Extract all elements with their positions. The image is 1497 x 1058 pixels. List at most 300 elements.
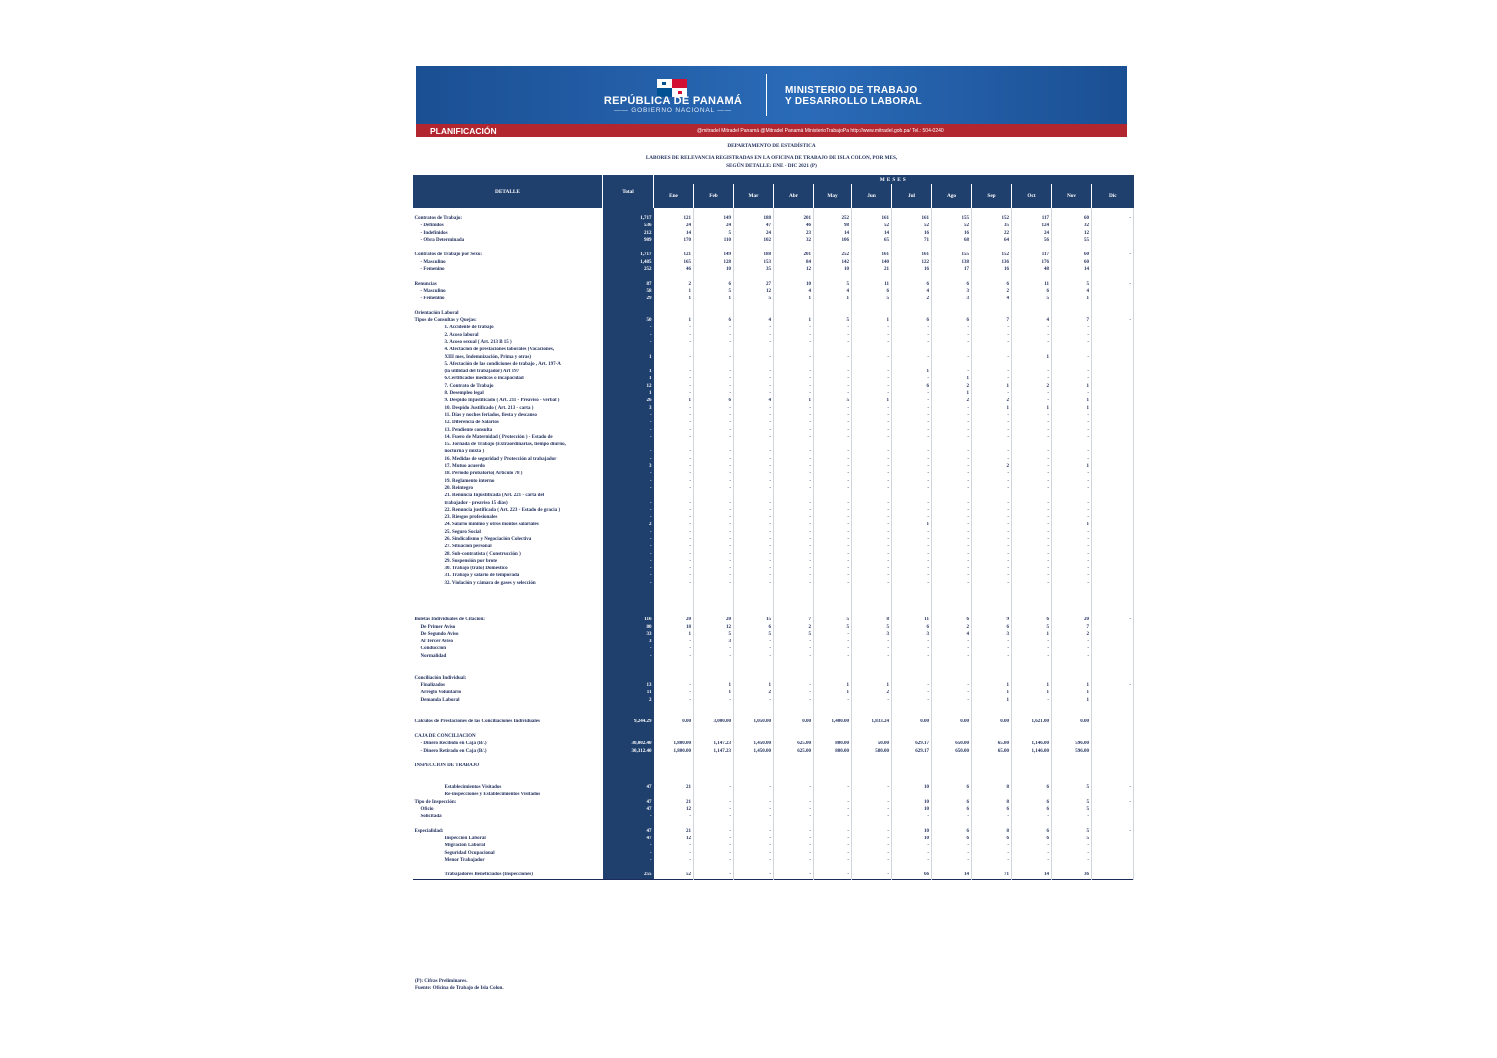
month-value: - (734, 573, 774, 580)
month-value: - (734, 580, 774, 587)
month-value: 1 (892, 522, 932, 529)
month-value (1092, 398, 1134, 405)
month-value (892, 763, 932, 770)
month-value: 1,147.23 (694, 748, 734, 755)
row-label: 14. Fuero de Maternidad ( Protección ) - Estado de (444, 434, 553, 440)
header-month: May (814, 184, 852, 208)
month-value: 21 (654, 828, 694, 835)
row-label: Trabajadores Beneficiados (Inspecciones) (444, 872, 533, 878)
row-label: - Dinero Retirado en Caja (B/.) (420, 748, 487, 754)
month-value: 14 (1012, 872, 1052, 879)
month-value: - (852, 449, 892, 456)
month-value: - (852, 536, 892, 543)
month-value (734, 660, 774, 667)
month-value: - (694, 339, 734, 346)
month-value (932, 733, 972, 740)
month-value: - (1012, 412, 1052, 419)
month-value (1052, 763, 1092, 770)
row-label: Migración Laboral (444, 843, 486, 849)
month-value: - (814, 332, 852, 339)
row-total (603, 609, 654, 616)
month-value: - (1052, 814, 1092, 821)
month-value (734, 493, 774, 500)
row-total: 989 (603, 237, 654, 244)
month-value (932, 660, 972, 667)
row-label (413, 587, 603, 594)
month-value (1092, 434, 1134, 441)
month-value (972, 303, 1012, 310)
month-value (814, 763, 852, 770)
month-value: - (654, 376, 694, 383)
month-value (932, 763, 972, 770)
row-total (603, 755, 654, 762)
month-value: - (932, 463, 972, 470)
month-value: - (774, 354, 814, 361)
month-value: - (1052, 427, 1092, 434)
month-value: - (892, 412, 932, 419)
month-value (654, 704, 694, 711)
row-label: 28. Sub-contratista ( Construcción ) (444, 551, 521, 557)
month-value (734, 865, 774, 872)
month-value (852, 675, 892, 682)
month-value: - (932, 558, 972, 565)
month-value (892, 609, 932, 616)
month-value: - (972, 507, 1012, 514)
month-value: 98 (814, 223, 852, 230)
month-value: - (852, 420, 892, 427)
month-value (814, 208, 852, 215)
month-value: - (852, 784, 892, 791)
month-value: 1 (852, 682, 892, 689)
month-value: 16 (932, 230, 972, 237)
month-value (892, 244, 932, 251)
month-value: - (774, 463, 814, 470)
month-value: 252 (814, 252, 852, 259)
table-row (413, 339, 1134, 346)
month-value: - (774, 646, 814, 653)
month-value: - (694, 463, 734, 470)
month-value: - (774, 420, 814, 427)
month-value: 0.00 (1052, 719, 1092, 726)
table-row (413, 237, 1134, 244)
row-label: 1. Accidente de trabajo (444, 325, 494, 331)
month-value: - (734, 390, 774, 397)
month-value (1052, 303, 1092, 310)
month-value (654, 244, 694, 251)
table-row (413, 551, 1134, 558)
month-value: 6 (932, 617, 972, 624)
month-value: 596.00 (1052, 741, 1092, 748)
month-value (852, 821, 892, 828)
month-value: - (734, 507, 774, 514)
header-month: Abr (774, 184, 814, 208)
department-title: DEPARTAMENTO DE ESTADÍSTICA (727, 143, 816, 149)
month-value: 14 (932, 872, 972, 879)
month-value: 152 (972, 215, 1012, 222)
month-value (774, 274, 814, 281)
row-label: 5. Afectación de las condiciones de trabajo , Art. 197-A (444, 361, 561, 367)
month-value: - (774, 843, 814, 850)
month-value: 5 (1012, 624, 1052, 631)
month-value (932, 770, 972, 777)
month-value (932, 274, 972, 281)
month-value: - (654, 690, 694, 697)
month-value (892, 660, 932, 667)
month-value: 71 (892, 237, 932, 244)
table-row (413, 784, 1134, 791)
table-row (413, 850, 1134, 857)
table-row (413, 354, 1134, 361)
row-total: - (603, 566, 654, 573)
month-value (852, 704, 892, 711)
month-value (1012, 442, 1052, 449)
month-value: 1 (932, 376, 972, 383)
month-value (654, 493, 694, 500)
month-value (972, 347, 1012, 354)
month-value: - (1012, 536, 1052, 543)
month-value: - (694, 857, 734, 864)
row-total: - (603, 507, 654, 514)
month-value: - (852, 390, 892, 397)
month-value (1012, 726, 1052, 733)
month-value: - (814, 536, 852, 543)
month-value (654, 595, 694, 602)
month-value: - (972, 536, 1012, 543)
month-value: 4 (1012, 317, 1052, 324)
month-value: - (892, 682, 932, 689)
month-value (892, 675, 932, 682)
month-value (1092, 748, 1134, 755)
month-value: - (1052, 558, 1092, 565)
row-label: 3. Acoso sexual ( Art. 213 B 15 ) (444, 339, 512, 345)
row-total (603, 208, 654, 215)
month-value (892, 274, 932, 281)
table-row (413, 602, 1134, 609)
month-value: 1 (972, 690, 1012, 697)
month-value (892, 777, 932, 784)
month-value: 629.17 (892, 748, 932, 755)
month-value: - (972, 814, 1012, 821)
month-value: - (734, 471, 774, 478)
month-value: - (972, 639, 1012, 646)
month-value: - (654, 529, 694, 536)
month-value: - (774, 427, 814, 434)
table-row (413, 522, 1134, 529)
header-total: Total (603, 175, 654, 208)
month-value (694, 587, 734, 594)
table-row (413, 266, 1134, 273)
month-value: - (972, 354, 1012, 361)
month-value (892, 770, 932, 777)
month-value: - (694, 828, 734, 835)
month-value (852, 493, 892, 500)
month-value: 1,450.00 (734, 748, 774, 755)
table-row (413, 288, 1134, 295)
month-value: 6 (892, 624, 932, 631)
row-label: 23. Riesgos profesionales (444, 515, 498, 521)
month-value (1052, 675, 1092, 682)
month-value (892, 587, 932, 594)
month-value: 9 (972, 617, 1012, 624)
table-row (413, 770, 1134, 777)
month-value: 1 (1012, 354, 1052, 361)
month-value: - (814, 405, 852, 412)
row-label: 9. Despido Injustificado ( Art. 211 - Preaviso - verbal ) (444, 398, 560, 404)
table-row (413, 690, 1134, 697)
header-month: Feb (694, 184, 734, 208)
month-value: - (734, 514, 774, 521)
month-value: - (1012, 500, 1052, 507)
month-value: - (1012, 398, 1052, 405)
month-value (1092, 675, 1134, 682)
month-value: - (1052, 573, 1092, 580)
month-value: 6 (892, 317, 932, 324)
month-value: - (892, 485, 932, 492)
month-value (1092, 296, 1134, 303)
month-value: - (654, 566, 694, 573)
month-value (852, 244, 892, 251)
row-label: Solicitada (420, 814, 442, 820)
row-total: 58 (603, 288, 654, 295)
month-value: 6 (932, 317, 972, 324)
table-row (413, 325, 1134, 332)
month-value: 52 (654, 872, 694, 879)
month-value: - (892, 434, 932, 441)
month-value: - (694, 354, 734, 361)
month-value: 36 (1052, 872, 1092, 879)
month-value: - (734, 697, 774, 704)
month-value: - (654, 463, 694, 470)
month-value (1052, 274, 1092, 281)
month-value (852, 587, 892, 594)
month-value: 1 (654, 398, 694, 405)
month-value: - (774, 799, 814, 806)
month-value: - (932, 639, 972, 646)
month-value: 22 (972, 230, 1012, 237)
month-value: - (774, 449, 814, 456)
month-value: - (1052, 850, 1092, 857)
table-row (413, 281, 1134, 288)
table-row (413, 857, 1134, 864)
month-value (852, 865, 892, 872)
month-value (694, 361, 734, 368)
table-row (413, 821, 1134, 828)
month-value: - (972, 427, 1012, 434)
month-value: 14 (654, 230, 694, 237)
month-value: 4 (734, 398, 774, 405)
month-value (932, 711, 972, 718)
month-value: - (734, 529, 774, 536)
month-value (1012, 777, 1052, 784)
month-value (932, 821, 972, 828)
month-value (814, 770, 852, 777)
month-value (972, 208, 1012, 215)
month-value: - (852, 653, 892, 660)
month-value: 155 (932, 215, 972, 222)
month-value: 8 (852, 617, 892, 624)
month-value (932, 777, 972, 784)
month-value: 1 (1052, 463, 1092, 470)
table-row (413, 755, 1134, 762)
month-value: - (1012, 434, 1052, 441)
month-value: - (654, 551, 694, 558)
month-value: - (694, 558, 734, 565)
month-value: - (814, 376, 852, 383)
month-value: 5 (814, 617, 852, 624)
month-value: - (1012, 639, 1052, 646)
month-value: - (774, 339, 814, 346)
month-value: 1,621.00 (1012, 719, 1052, 726)
month-value: - (774, 558, 814, 565)
month-value: 5 (814, 624, 852, 631)
month-value (654, 303, 694, 310)
month-value (892, 602, 932, 609)
table-row (413, 361, 1134, 368)
month-value: - (972, 850, 1012, 857)
month-value: - (814, 653, 852, 660)
month-value: - (814, 522, 852, 529)
month-value: - (734, 449, 774, 456)
month-value: - (654, 639, 694, 646)
month-value: - (1052, 478, 1092, 485)
month-value: - (734, 456, 774, 463)
month-value: 1 (1052, 398, 1092, 405)
table-row (413, 828, 1134, 835)
month-value (892, 704, 932, 711)
month-value: 18 (654, 624, 694, 631)
month-value: - (694, 799, 734, 806)
row-label: Re-inspecciones y Establecimientos Visitados (444, 792, 541, 798)
month-value: 1 (734, 682, 774, 689)
month-value: 252 (814, 215, 852, 222)
row-label: Contratos de Trabajo: (414, 215, 463, 221)
month-value (734, 602, 774, 609)
month-value (892, 711, 932, 718)
month-value: - (1052, 843, 1092, 850)
row-total: - (603, 485, 654, 492)
month-value (734, 704, 774, 711)
table-row (413, 485, 1134, 492)
month-value: - (654, 857, 694, 864)
month-value: 7 (1052, 317, 1092, 324)
row-total: - (603, 544, 654, 551)
month-value: 0.00 (774, 719, 814, 726)
header-meses: MESES (654, 175, 1134, 184)
month-value (852, 711, 892, 718)
month-value (1092, 690, 1134, 697)
row-label: 21. Renuncia Injustificada (Art. 221 - carta del (444, 493, 545, 499)
month-value (654, 777, 694, 784)
month-value: - (734, 551, 774, 558)
month-value (1092, 420, 1134, 427)
row-total: - (603, 558, 654, 565)
month-value (1092, 580, 1134, 587)
month-value (734, 609, 774, 616)
month-value: - (932, 427, 972, 434)
month-value: - (654, 405, 694, 412)
row-label: - Indefinidos (420, 230, 448, 236)
month-value: - (774, 828, 814, 835)
month-value (694, 602, 734, 609)
month-value (892, 865, 932, 872)
month-value (1092, 463, 1134, 470)
month-value (932, 668, 972, 675)
month-value: - (734, 544, 774, 551)
month-value: - (892, 514, 932, 521)
table-row (413, 296, 1134, 303)
row-label (413, 303, 603, 310)
month-value (654, 792, 694, 799)
month-value: - (1012, 566, 1052, 573)
month-value (1092, 595, 1134, 602)
table-row (413, 726, 1134, 733)
month-value: - (654, 544, 694, 551)
month-value: 1 (654, 288, 694, 295)
row-total: 30,312.40 (603, 748, 654, 755)
row-label: Orientación Laboral (414, 310, 459, 316)
row-total: 536 (603, 223, 654, 230)
month-value: - (852, 843, 892, 850)
month-value: 1 (1052, 296, 1092, 303)
month-value: - (694, 836, 734, 843)
month-value: - (1012, 463, 1052, 470)
month-value (774, 711, 814, 718)
month-value: 5 (1052, 836, 1092, 843)
month-value: - (814, 806, 852, 813)
row-total: 13 (603, 682, 654, 689)
month-value (1052, 704, 1092, 711)
month-value (814, 704, 852, 711)
month-value: - (774, 485, 814, 492)
month-value: - (1012, 573, 1052, 580)
month-value: 60 (1052, 252, 1092, 259)
month-value (734, 310, 774, 317)
month-value: - (932, 850, 972, 857)
month-value (1092, 376, 1134, 383)
month-value: 17 (932, 266, 972, 273)
month-value: - (892, 697, 932, 704)
month-value: - (1012, 427, 1052, 434)
month-value: - (1052, 551, 1092, 558)
month-value: - (654, 354, 694, 361)
row-label: trabajador - preaviso 15 días) (444, 500, 508, 506)
table-row (413, 252, 1134, 259)
month-value: 1 (1052, 522, 1092, 529)
month-value: 60 (1052, 259, 1092, 266)
month-value: - (694, 514, 734, 521)
month-value: - (1092, 215, 1134, 222)
month-value (1052, 602, 1092, 609)
month-value (1092, 609, 1134, 616)
row-total: 87 (603, 281, 654, 288)
month-value: 0.00 (892, 719, 932, 726)
month-value: - (814, 551, 852, 558)
row-total: - (603, 536, 654, 543)
month-value: - (774, 580, 814, 587)
row-total: - (603, 339, 654, 346)
month-value (892, 595, 932, 602)
month-value: - (654, 434, 694, 441)
month-value: - (734, 485, 774, 492)
month-value: - (654, 580, 694, 587)
row-total: - (603, 843, 654, 850)
month-value: - (932, 332, 972, 339)
month-value (814, 792, 852, 799)
month-value: 12 (654, 806, 694, 813)
month-value: 12 (774, 266, 814, 273)
month-value: 5 (1012, 296, 1052, 303)
report-title-line1: LABORES DE RELEVANCIA REGISTRADAS EN LA OFICINA DE TRABAJO DE ISLA COLON, POR MES, (645, 155, 898, 161)
